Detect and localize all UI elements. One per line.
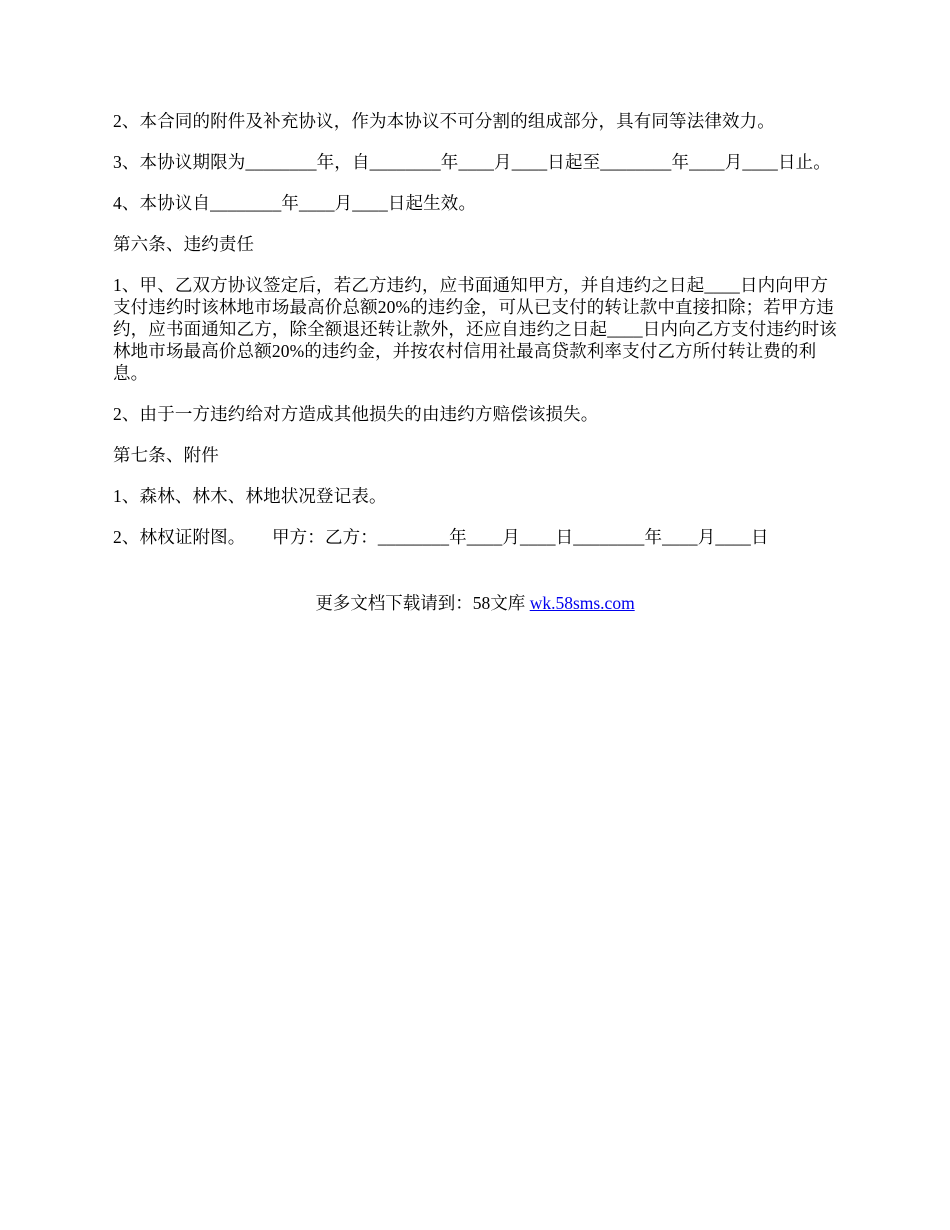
clause-breach-liability-2: 2、由于一方违约给对方造成其他损失的由违约方赔偿该损失。 xyxy=(113,404,599,424)
download-footer xyxy=(0,591,950,615)
section-heading-article-7: 第七条、附件 xyxy=(113,445,219,465)
attachment-item-2-signatures: 2、林权证附图。 甲方：乙方：________年____月____日________年____月____日 xyxy=(113,527,769,547)
clause-3-term: 3、本协议期限为________年，自________年____月____日起至________年____月____日止。 xyxy=(113,152,831,172)
footer-text: 更多文档下载请到：58文库 xyxy=(315,593,530,613)
attachment-item-1: 1、森林、林木、林地状况登记表。 xyxy=(113,486,387,506)
section-heading-article-6: 第六条、违约责任 xyxy=(113,234,255,254)
clause-breach-liability-1: 1、甲、乙双方协议签定后，若乙方违约，应书面通知甲方，并自违约之日起____日内向甲方支付违约时该林地市场最高价总额20%的违约金，可从已支付的转让款中直接扣除；若甲方违约，应书面通知乙方，除全额退还转让款外，还应自违约之日起____日内向乙方支付违约时该林地市场最高价总额20%的违约金，并按农村信用社最高贷款利率支付乙方所付转让费的利息。 xyxy=(113,275,837,383)
document-body xyxy=(113,110,843,567)
footer-link[interactable]: wk.58sms.com xyxy=(529,593,635,613)
clause-2-attachments: 2、本合同的附件及补充协议，作为本协议不可分割的组成部分，具有同等法律效力。 xyxy=(113,111,775,131)
clause-4-effective-date: 4、本协议自________年____月____日起生效。 xyxy=(113,193,477,213)
